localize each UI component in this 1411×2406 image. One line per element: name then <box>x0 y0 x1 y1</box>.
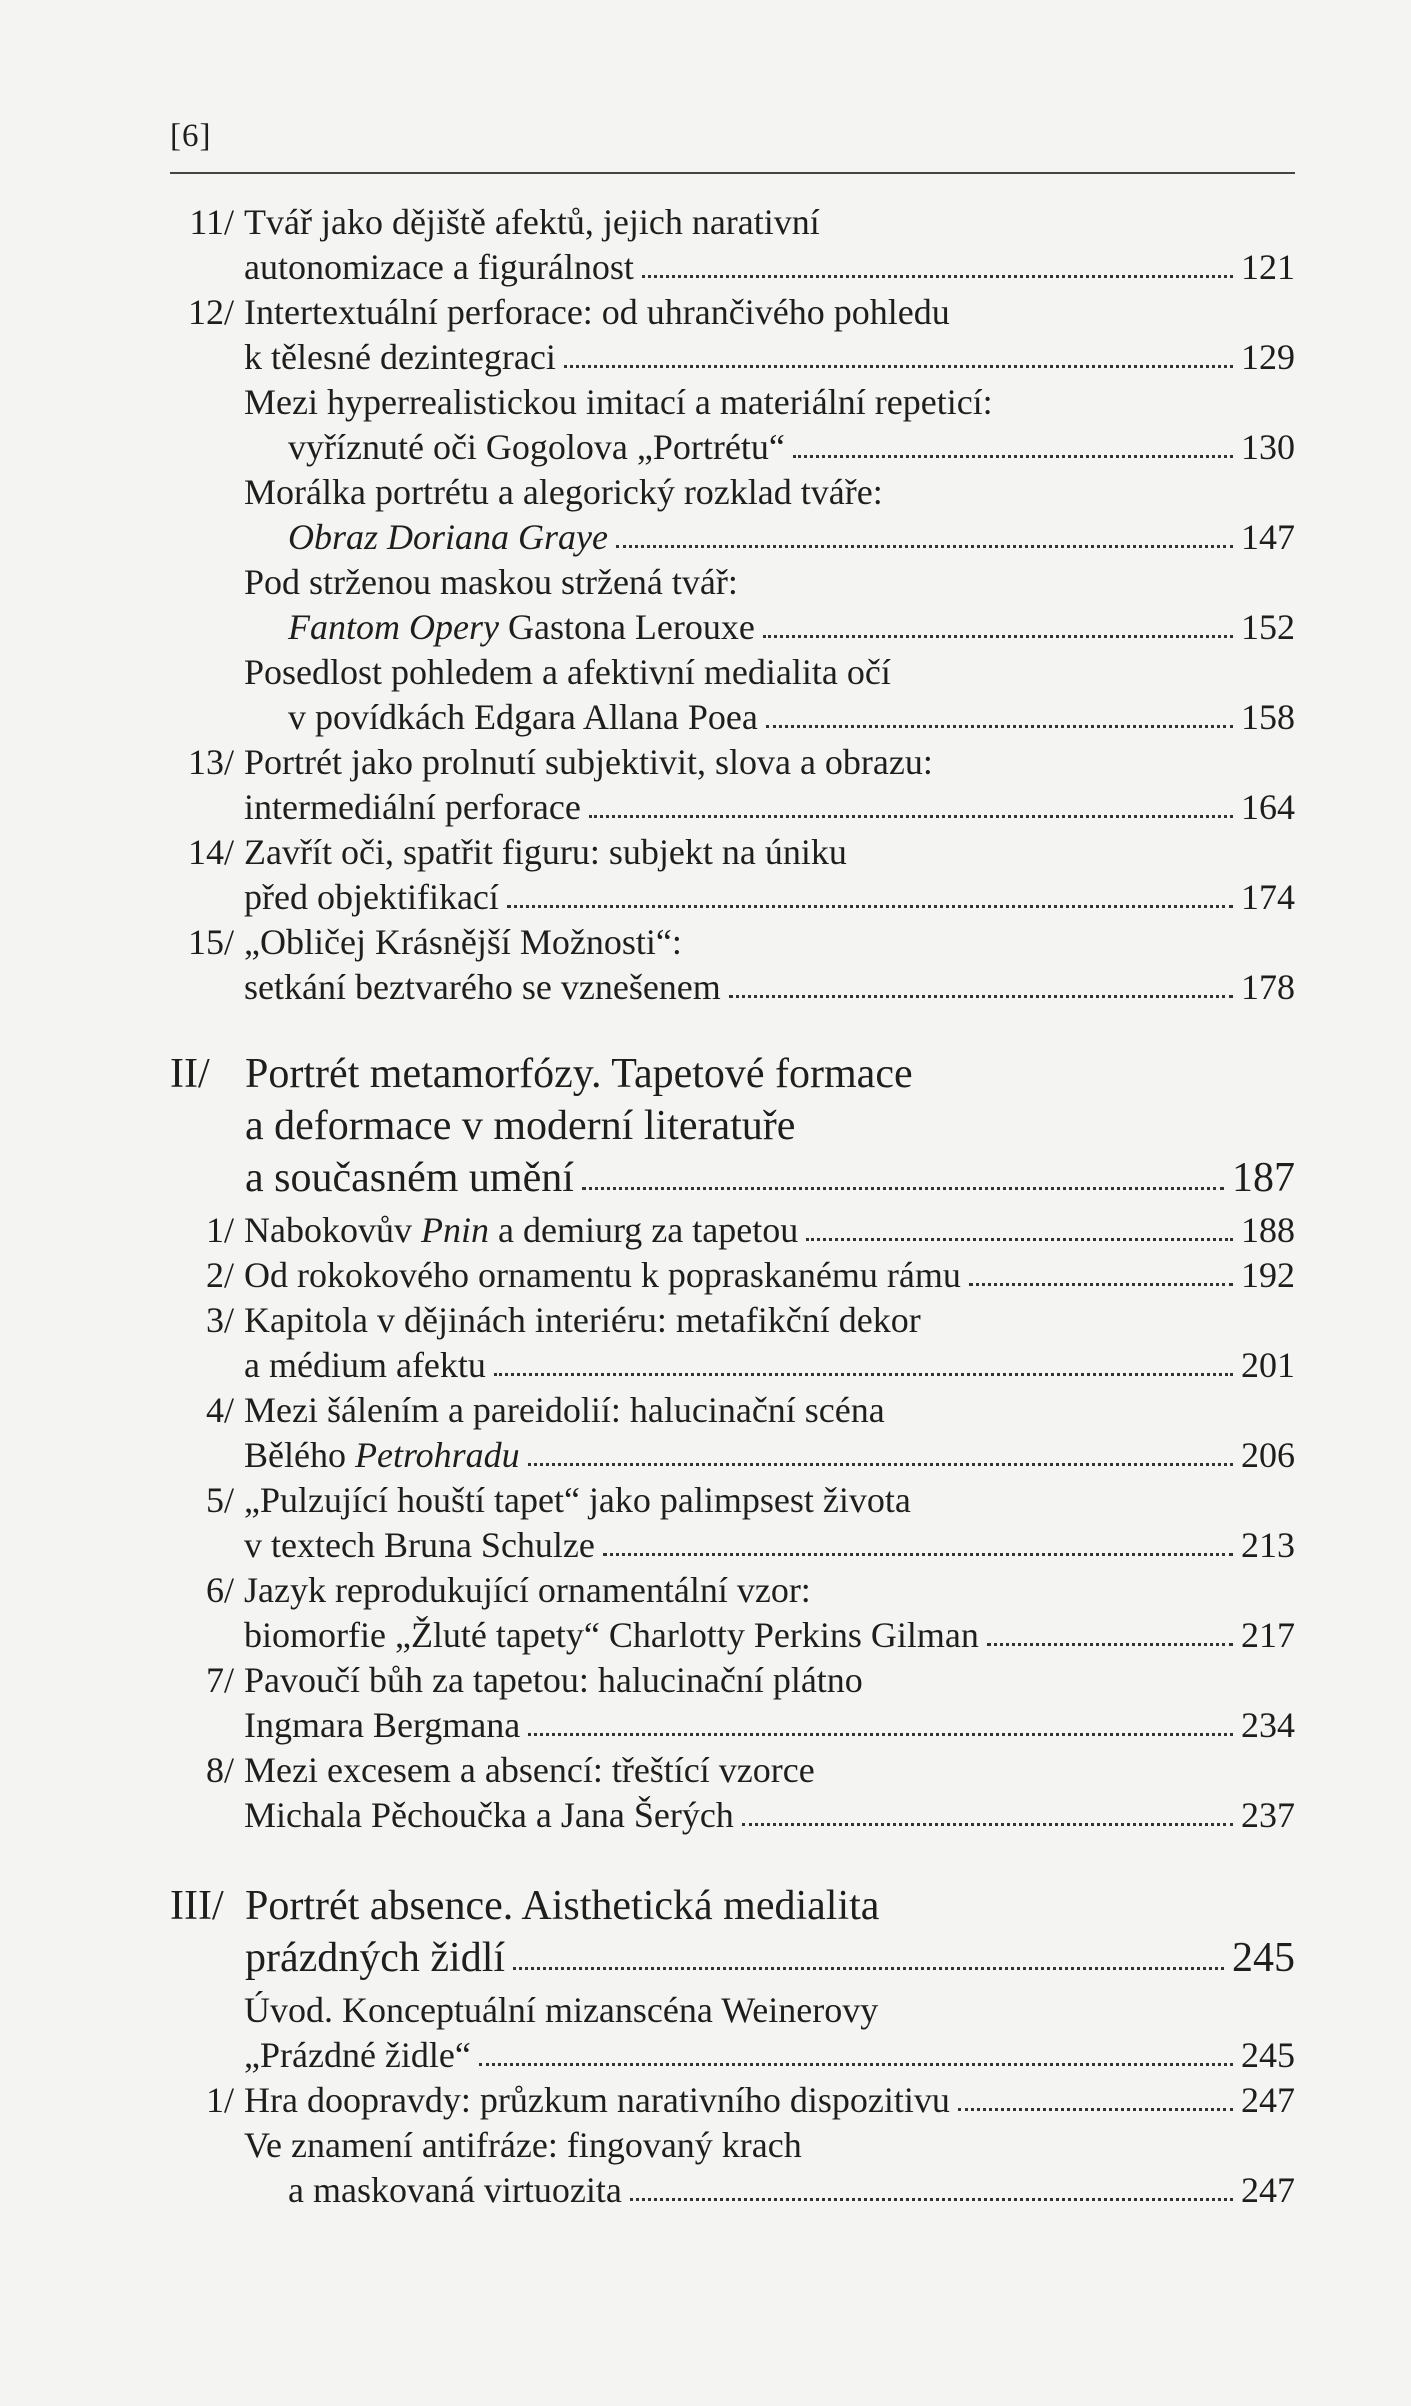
entry-title-last-line: vyříznuté oči Gogolova „Portrétu“ <box>288 427 785 467</box>
toc-entry <box>170 1478 1295 1568</box>
dot-leader <box>987 1643 1233 1646</box>
entry-number: 15/ <box>187 922 234 962</box>
dot-leader <box>603 1553 1233 1556</box>
dot-leader <box>729 995 1233 998</box>
toc-entry <box>170 2123 1295 2213</box>
entry-title-line: „Obličej Krásnější Možnosti“: <box>244 922 682 962</box>
toc-entry <box>170 290 1295 380</box>
entry-number: 12/ <box>187 292 234 332</box>
page-ref: 152 <box>1241 607 1295 647</box>
entry-title-line: Mezi hyperrealistickou imitací a materiální repeticí: <box>244 382 993 422</box>
entry-title-last-line: Ingmara Bergmana <box>244 1705 521 1745</box>
entry-title-last-line: Od rokokového ornamentu k popraskanému rámu <box>244 1255 961 1295</box>
dot-leader <box>763 635 1233 638</box>
page-ref: 158 <box>1241 697 1295 737</box>
toc-entry <box>170 1253 1295 1298</box>
header-rule <box>170 172 1295 174</box>
toc-entry <box>170 560 1295 650</box>
entry-title-last-line: a současném umění <box>245 1155 574 1201</box>
dot-leader <box>793 455 1233 458</box>
page-ref: 245 <box>1232 1935 1295 1981</box>
entry-title-last-line: Hra doopravdy: průzkum narativního dispozitivu <box>244 2080 950 2120</box>
entry-number: 3/ <box>205 1300 234 1340</box>
dot-leader <box>564 365 1233 368</box>
page-ref: 188 <box>1241 1210 1295 1250</box>
entry-title-last-line: autonomizace a figurálnost <box>244 247 634 287</box>
entry-title-last-line: a médium afektu <box>244 1345 486 1385</box>
page-ref: 234 <box>1241 1705 1295 1745</box>
entry-number: 7/ <box>205 1660 234 1700</box>
toc-entry <box>170 1880 1295 1984</box>
toc-entry <box>170 200 1295 290</box>
toc-entry <box>170 1988 1295 2078</box>
entry-title-line: Tvář jako dějiště afektů, jejich narativní <box>244 202 820 242</box>
entry-title-last-line: a maskovaná virtuozita <box>288 2170 622 2210</box>
page-ref: 245 <box>1241 2035 1295 2075</box>
entry-title-last-line: Michala Pěchoučka a Jana Šerých <box>244 1795 734 1835</box>
entry-number: II/ <box>170 1051 210 1097</box>
toc-entry <box>170 1748 1295 1838</box>
entry-title-line: Kapitola v dějinách interiéru: metafikční dekor <box>244 1300 921 1340</box>
table-of-contents <box>170 200 1295 2213</box>
page-ref: 187 <box>1232 1155 1295 1201</box>
page-ref: 192 <box>1241 1255 1295 1295</box>
toc-entry <box>170 830 1295 920</box>
entry-title-last-line: v textech Bruna Schulze <box>244 1525 595 1565</box>
toc-entry <box>170 1298 1295 1388</box>
entry-title-last-line: Bělého Petrohradu <box>244 1435 520 1475</box>
toc-entry <box>170 470 1295 560</box>
dot-leader <box>528 1733 1233 1736</box>
entry-title-last-line: setkání beztvarého se vznešenem <box>244 967 721 1007</box>
entry-title-line: Zavřít oči, spatřit figuru: subjekt na úniku <box>244 832 847 872</box>
entry-title-line: Portrét metamorfózy. Tapetové formace <box>245 1051 913 1097</box>
entry-title-last-line: Fantom Opery Gastona Lerouxe <box>288 607 755 647</box>
dot-leader <box>507 905 1233 908</box>
dot-leader <box>494 1373 1233 1376</box>
entry-title-line: Morálka portrétu a alegorický rozklad tváře: <box>244 472 883 512</box>
entry-number: 1/ <box>205 1210 234 1250</box>
dot-leader <box>969 1283 1233 1286</box>
entry-title-last-line: před objektifikací <box>244 877 499 917</box>
entry-title-line: Úvod. Konceptuální mizanscéna Weinerovy <box>244 1990 879 2030</box>
dot-leader <box>528 1463 1233 1466</box>
entry-title-last-line: Obraz Doriana Graye <box>288 517 608 557</box>
dot-leader <box>806 1238 1233 1241</box>
entry-number: 6/ <box>205 1570 234 1610</box>
entry-number: 14/ <box>187 832 234 872</box>
page-ref: 174 <box>1241 877 1295 917</box>
dot-leader <box>630 2198 1233 2201</box>
toc-entry <box>170 1048 1295 1204</box>
entry-number: 1/ <box>205 2080 234 2120</box>
page-ref: 213 <box>1241 1525 1295 1565</box>
entry-title-line: Pod strženou maskou stržená tvář: <box>244 562 738 602</box>
dot-leader <box>642 275 1233 278</box>
entry-number: 2/ <box>205 1255 234 1295</box>
dot-leader <box>589 815 1233 818</box>
toc-entry <box>170 380 1295 470</box>
toc-entry <box>170 1568 1295 1658</box>
page-ref: 237 <box>1241 1795 1295 1835</box>
entry-title-last-line: prázdných židlí <box>245 1935 506 1981</box>
page-ref: 247 <box>1241 2080 1295 2120</box>
page-ref: 178 <box>1241 967 1295 1007</box>
entry-title-line: Portrét jako prolnutí subjektivit, slova a obrazu: <box>244 742 933 782</box>
page-ref: 121 <box>1241 247 1295 287</box>
entry-title-last-line: „Prázdné židle“ <box>244 2035 471 2075</box>
dot-leader <box>582 1187 1224 1190</box>
toc-entry <box>170 650 1295 740</box>
toc-entry <box>170 1658 1295 1748</box>
toc-entry <box>170 740 1295 830</box>
page-ref: 147 <box>1241 517 1295 557</box>
entry-title-last-line: biomorfie „Žluté tapety“ Charlotty Perkins Gilman <box>244 1615 979 1655</box>
page-ref: 164 <box>1241 787 1295 827</box>
toc-entry <box>170 1208 1295 1253</box>
entry-title-last-line: v povídkách Edgara Allana Poea <box>288 697 758 737</box>
page-ref: 247 <box>1241 2170 1295 2210</box>
toc-entry <box>170 2078 1295 2123</box>
toc-entry <box>170 920 1295 1010</box>
entry-title-line: Mezi excesem a absencí: třeštící vzorce <box>244 1750 815 1790</box>
page-number: [6] <box>170 118 212 154</box>
entry-title-last-line: Nabokovův Pnin a demiurg za tapetou <box>244 1210 799 1250</box>
entry-title-line: Mezi šálením a pareidolií: halucinační scéna <box>244 1390 885 1430</box>
entry-number: 11/ <box>189 202 234 242</box>
entry-number: 8/ <box>205 1750 234 1790</box>
entry-title-line: „Pulzující houští tapet“ jako palimpsest života <box>244 1480 911 1520</box>
entry-title-line: Posedlost pohledem a afektivní medialita očí <box>244 652 891 692</box>
page-ref: 217 <box>1241 1615 1295 1655</box>
entry-title-line: Ve znamení antifráze: fingovaný krach <box>244 2125 802 2165</box>
dot-leader <box>958 2108 1233 2111</box>
entry-title-line: Portrét absence. Aisthetická medialita <box>245 1883 880 1929</box>
dot-leader <box>616 545 1233 548</box>
page-ref: 201 <box>1241 1345 1295 1385</box>
dot-leader <box>742 1823 1233 1826</box>
entry-number: 4/ <box>205 1390 234 1430</box>
entry-title-last-line: k tělesné dezintegraci <box>244 337 556 377</box>
page-ref: 206 <box>1241 1435 1295 1475</box>
entry-number: 5/ <box>205 1480 234 1520</box>
entry-number: 13/ <box>187 742 234 782</box>
entry-number: III/ <box>170 1883 224 1929</box>
entry-title-line: Pavoučí bůh za tapetou: halucinační plátno <box>244 1660 863 1700</box>
entry-title-line: a deformace v moderní literatuře <box>245 1103 796 1149</box>
dot-leader <box>479 2063 1233 2066</box>
toc-entry <box>170 1388 1295 1478</box>
dot-leader <box>513 1967 1224 1970</box>
page-ref: 129 <box>1241 337 1295 377</box>
entry-title-last-line: intermediální perforace <box>244 787 581 827</box>
dot-leader <box>766 725 1233 728</box>
page-ref: 130 <box>1241 427 1295 467</box>
entry-title-line: Intertextuální perforace: od uhrančivého pohledu <box>244 292 950 332</box>
entry-title-line: Jazyk reprodukující ornamentální vzor: <box>244 1570 811 1610</box>
